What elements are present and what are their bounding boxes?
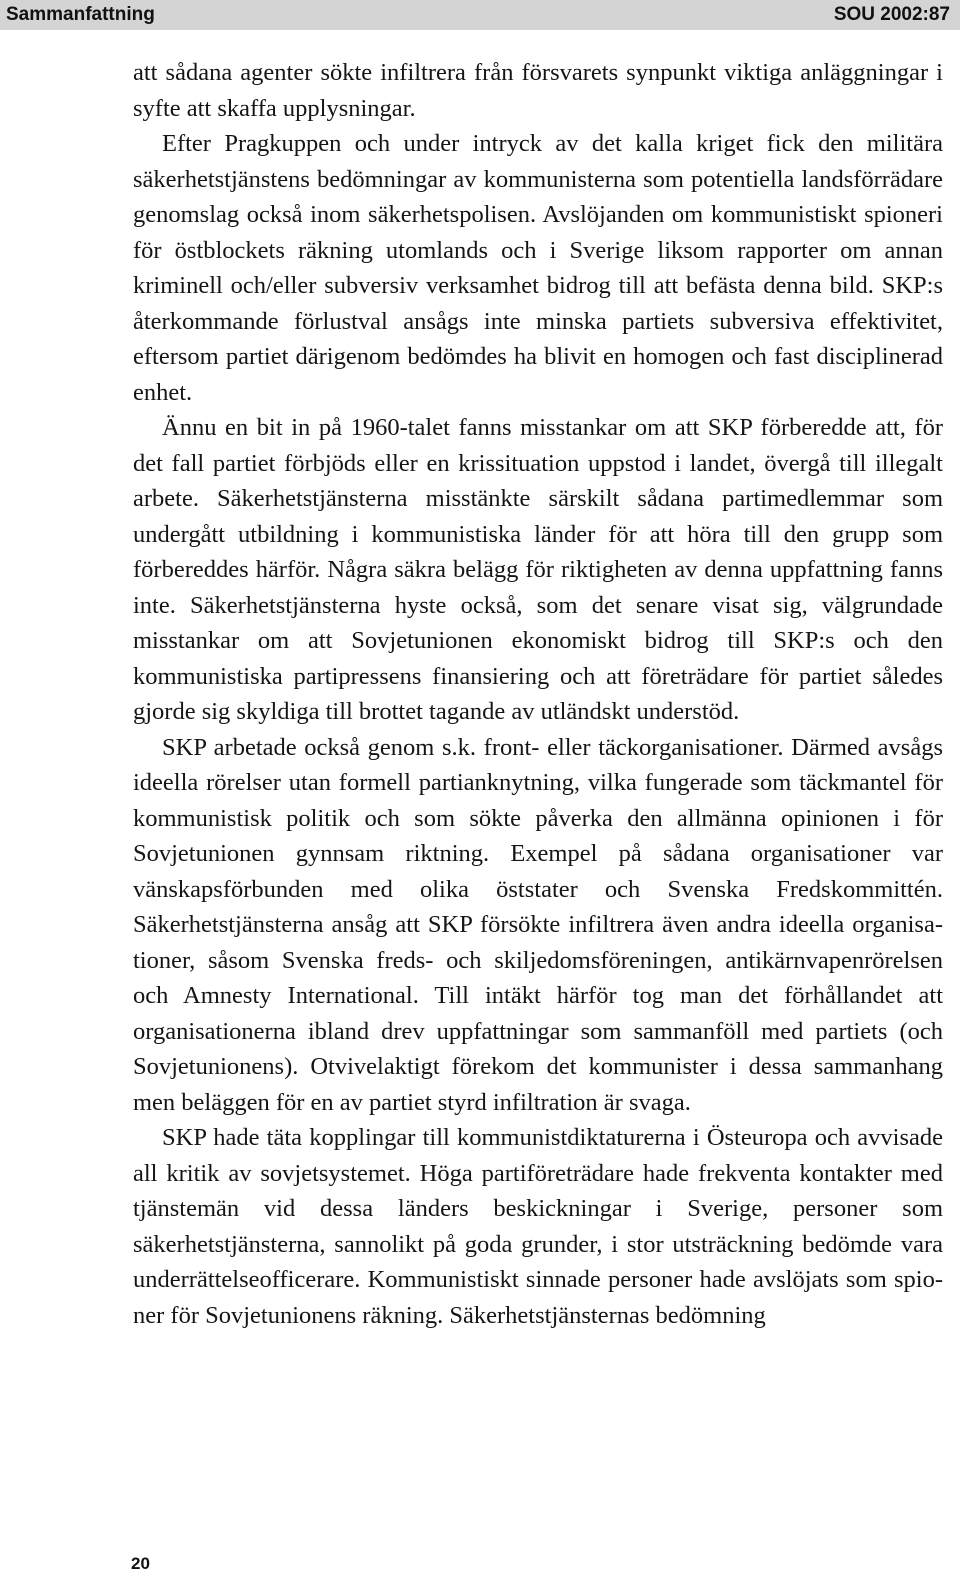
paragraph: Efter Pragkuppen och under intryck av det kalla kriget fick den militära säkerhetstjänstens bedömningar av kommunisterna som potentiella landsförrädare genomslag också inom säkerhetspolisen. Avslöjanden om kommunistiskt spioneri för östblockets räkning utomlands och i Sverige liksom rapporter om annan kriminell och/eller subversiv verksamhet bidrog till att befästa denna bild. SKP:s återkommande förlustval ansågs inte minska partiets subversiva effektivitet, eftersom partiet därigenom bedömdes ha blivit en homogen och fast disciplinerad enhet. (133, 130, 943, 406)
page-number: 20 (131, 1554, 150, 1573)
paragraph: SKP hade täta kopplingar till kommunistdiktaturerna i Östeuropa och avvisade all kritik av sovjetsystemet. Höga partiföreträdare hade frekventa kontakter med tjänstemän vid dessa länders beskickningar i Sverige, personer som säkerhetstjänsterna, sannolikt på goda grunder, i stor utsträckning bedömde vara underrättelseofficerare. Kommunistiskt sinnade personer hade avslöjats som spioner för Sovjetunionens räkning. Säkerhetstjänsternas bedömning (133, 1124, 943, 1329)
paragraph: Ännu en bit in på 1960-talet fanns misstankar om att SKP förberedde att, för det fall partiet förbjöds eller en krissituation uppstod i landet, övergå till illegalt arbete. Säkerhetstjänsterna misstänkte särskilt sådana partimedlemmar som undergått utbildning i kommunistiska länder för att höra till den grupp som förbereddes härför. Några säkra belägg för riktigheten av denna uppfattning fanns inte. Säkerhetstjänsterna hyste också, som det senare visat sig, välgrundade misstankar om att Sovjetunionen ekonomiskt bidrog till SKP:s och den kommunistiska partipressens finansiering och att företrädare för partiet således gjorde sig skyldiga till brottet tagande av utländskt understöd. (133, 414, 943, 725)
running-header (0, 0, 960, 30)
body-text (133, 55, 943, 1333)
section-title: Sammanfattning (6, 4, 155, 25)
paragraph: SKP arbetade också genom s.k. front- eller täckorganisationer. Därmed avsågs ideella rörelser utan formell partianknytning, vilka fungerade som täckmantel för kommunistisk politik och som sökte påverka den allmänna opinionen i för Sovjetunionen gynnsam riktning. Exempel på sådana organisationer var vänskapsförbunden med olika öststater och Svenska Fredskommittén. Säkerhetstjänsterna ansåg att SKP försökte infiltrera även andra ideella organisationer, såsom Svenska freds- och skiljedomsföreningen, antikärnvapenrörelsen och Amnesty International. Till intäkt härför tog man det förhållandet att organisationerna ibland drev uppfattningar som sammanföll med partiets (och Sovjetunionens). Otvivelaktigt förekom det kommunister i dessa sammanhang men beläggen för en av partiet styrd infiltration är svaga. (133, 733, 943, 1116)
paragraph: att sådana agenter sökte infiltrera från försvarets synpunkt viktiga anläggningar i syfte att skaffa upplysningar. (133, 59, 943, 122)
document-id: SOU 2002:87 (833, 4, 950, 25)
